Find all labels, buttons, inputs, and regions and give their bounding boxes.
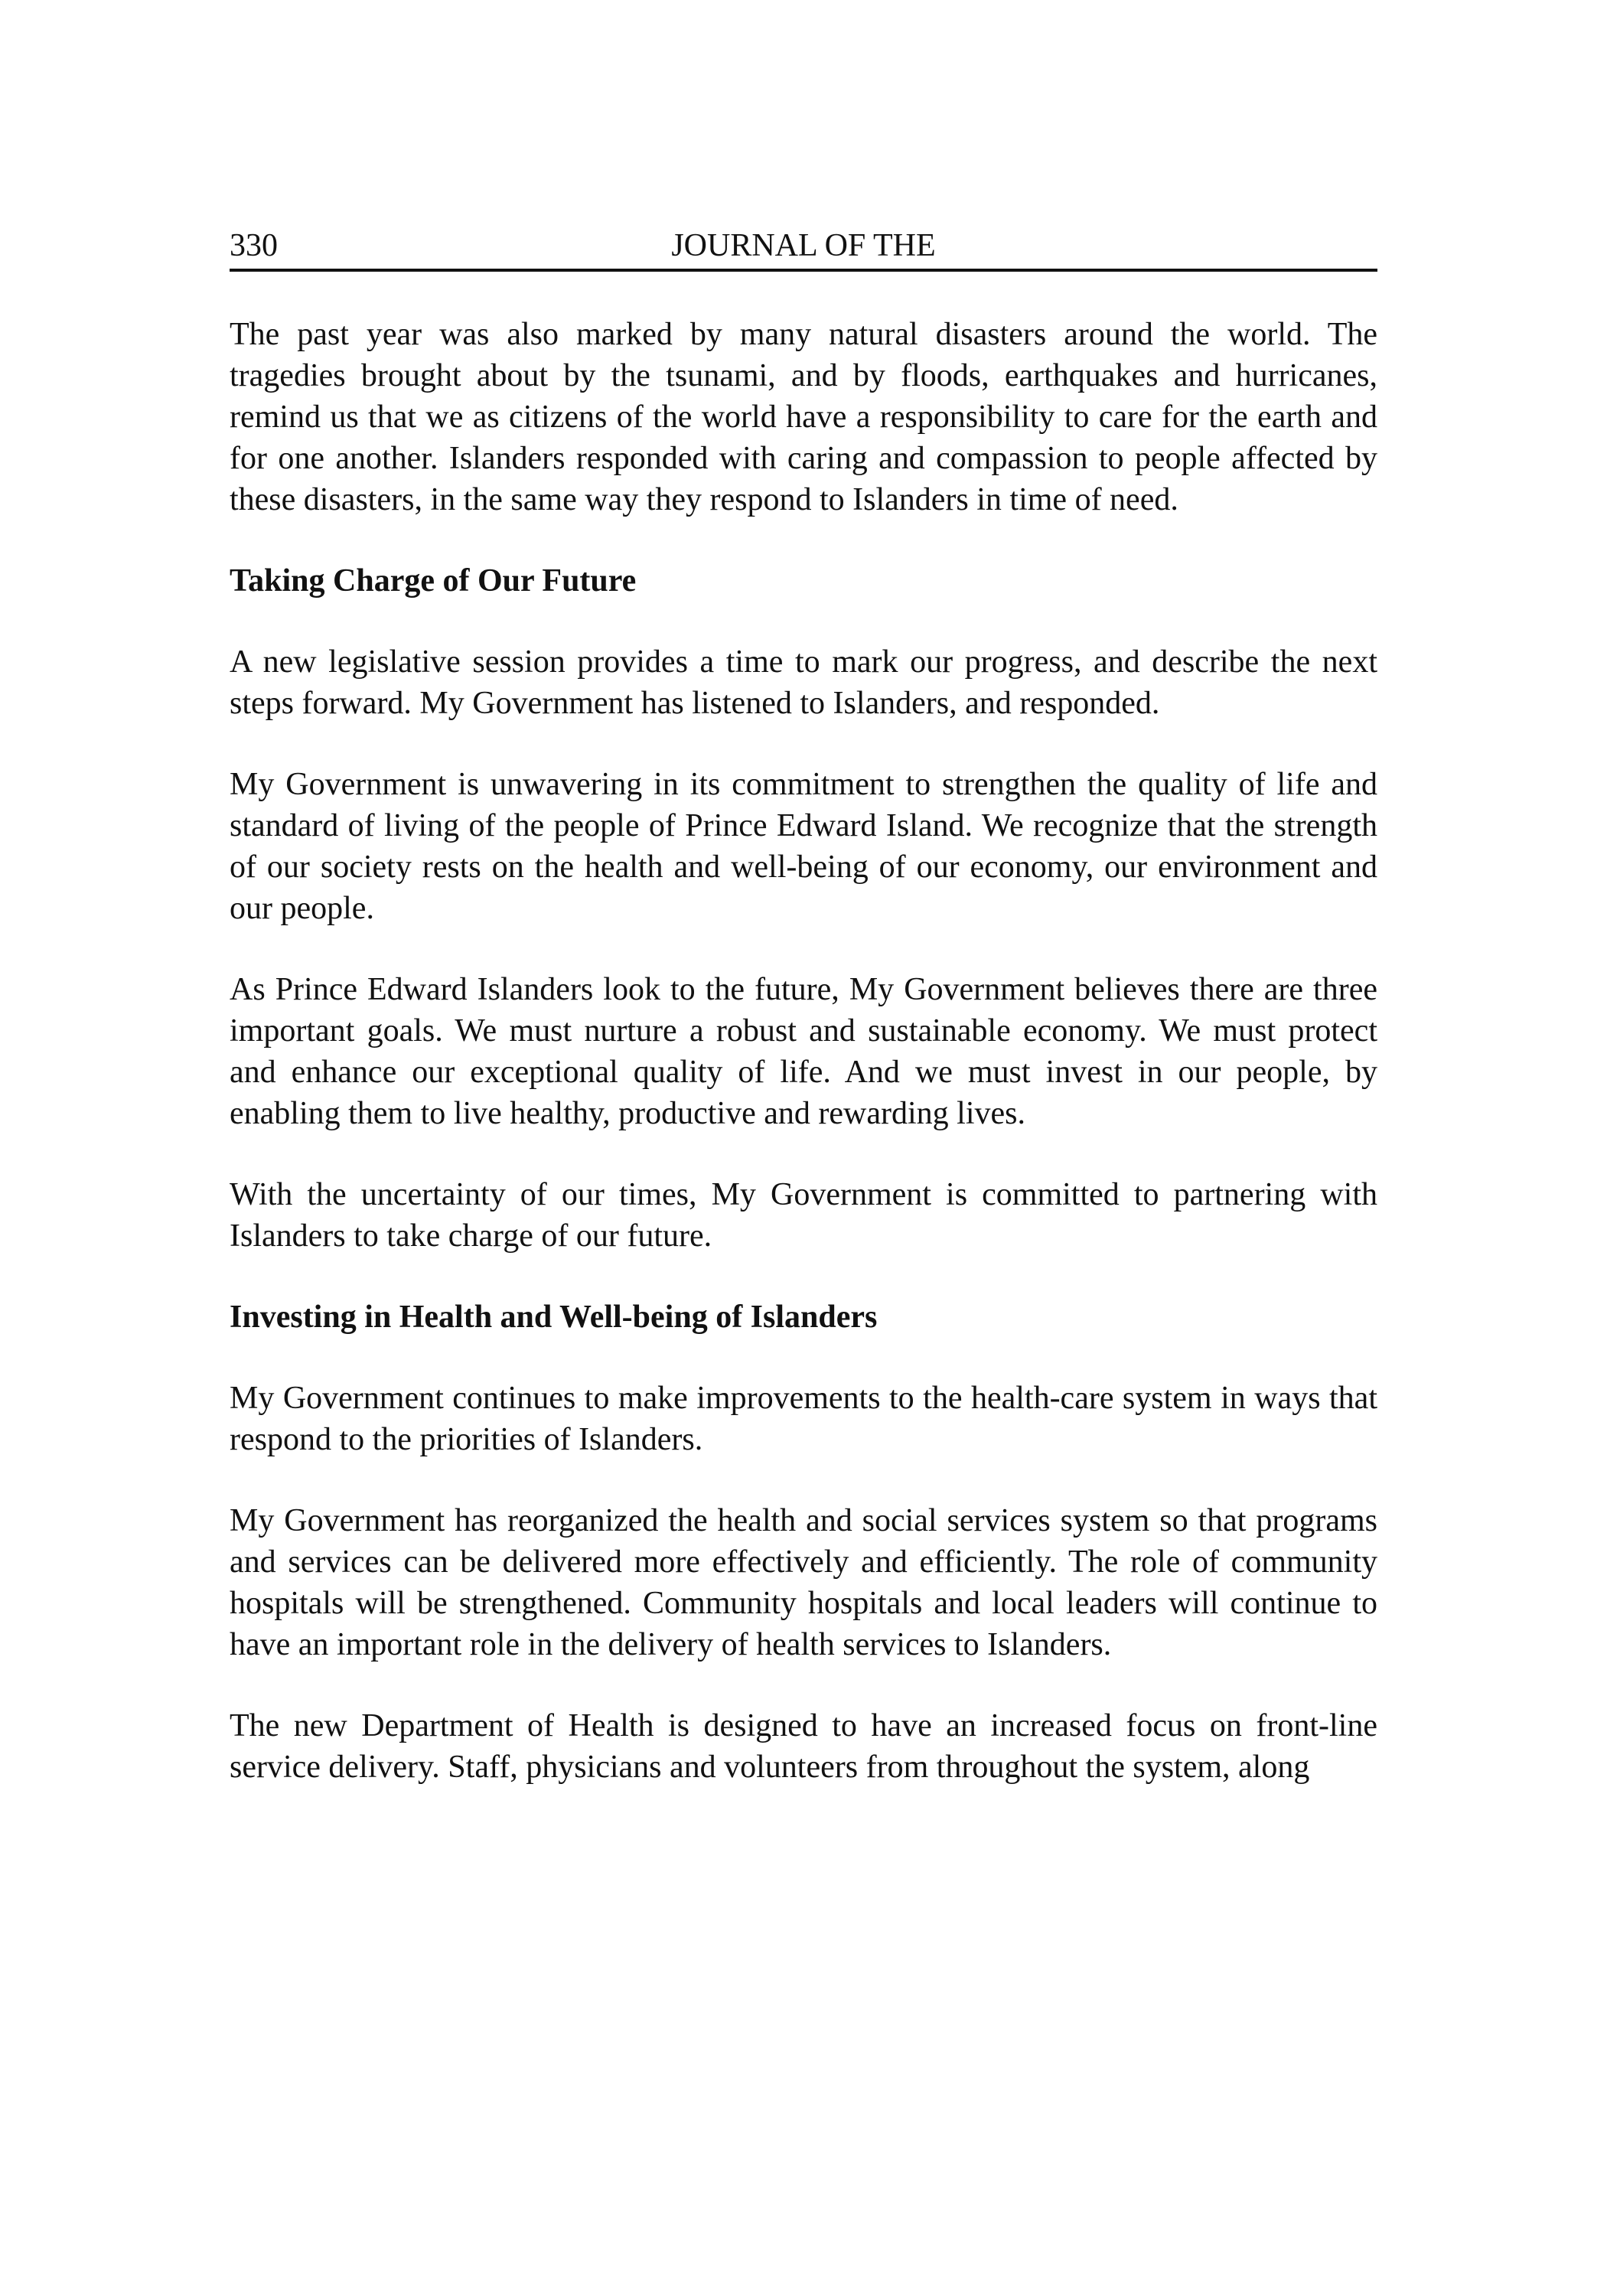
page-body xyxy=(230,314,1377,1828)
paragraph-health-improvements: My Government continues to make improvements to the health-care system in ways that respond to the priorities of Islanders. xyxy=(230,1381,1377,1457)
section-heading-taking-charge: Taking Charge of Our Future xyxy=(230,563,637,598)
page-header xyxy=(230,226,1377,272)
paragraph-three-goals: As Prince Edward Islanders look to the future, My Government believes there are three important goals. We must nurture a robust and sustainable economy. We must protect and enhance our exceptional quality of life. And we must invest in our people, by enabling them to live healthy, productive and rewarding lives. xyxy=(230,972,1377,1131)
paragraph-legislative-session: A new legislative session provides a time to mark our progress, and describe the next steps forward. My Government has listened to Islanders, and responded. xyxy=(230,644,1377,721)
paragraph-reorganized-system: My Government has reorganized the health and social services system so that programs and services can be delivered more effectively and efficiently. The role of community hospitals will be strengthened. Community hospitals and local leaders will continue to have an important role in the delivery of health services to Islanders. xyxy=(230,1503,1377,1662)
section-heading-health: Investing in Health and Well-being of Islanders xyxy=(230,1300,878,1335)
paragraph-natural-disasters: The past year was also marked by many natural disasters around the world. The tragedies brought about by the tsunami, and by floods, earthquakes and hurricanes, remind us that we as citizens of the world have a responsibility to care for the earth and for one another. Islanders responded with caring and compassion to people affected by these disasters, in the same way they respond to Islanders in time of need. xyxy=(230,317,1377,517)
paragraph-commitment: My Government is unwavering in its commitment to strengthen the quality of life and standard of living of the people of Prince Edward Island. We recognize that the strength of our society rests on the health and well-being of our economy, our environment and our people. xyxy=(230,767,1377,926)
paragraph-department-of-health: The new Department of Health is designed to have an increased focus on front-line service delivery. Staff, physicians and volunteers from throughout the system, along xyxy=(230,1708,1377,1785)
page-number: 330 xyxy=(230,228,278,263)
running-head: JOURNAL OF THE xyxy=(671,228,936,263)
paragraph-partnering: With the uncertainty of our times, My Government is committed to partnering with Islanders to take charge of our future. xyxy=(230,1177,1377,1254)
